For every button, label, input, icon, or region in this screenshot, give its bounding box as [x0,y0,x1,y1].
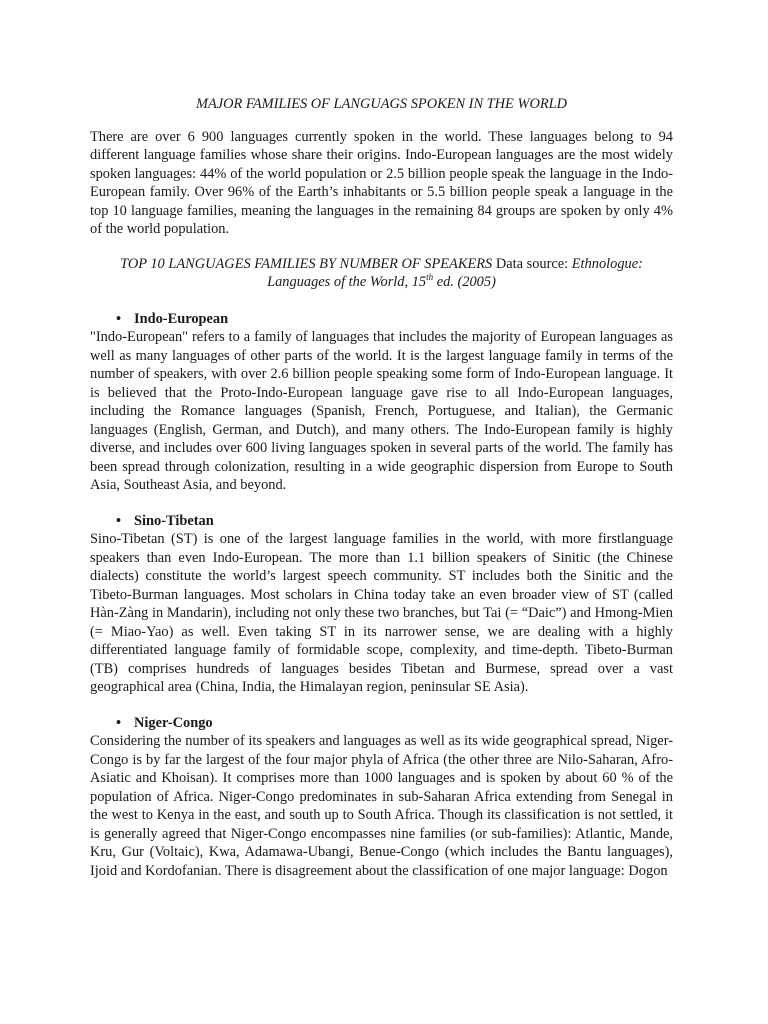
section-heading [90,512,673,531]
section-heading-text: Niger-Congo [134,714,213,731]
section-heading-text: Indo-European [134,310,229,327]
source-sup: th [426,272,434,283]
bullet-icon: • [116,310,122,327]
section-heading [90,310,673,329]
section-body: Considering the number of its speakers and languages as well as its wide geographical spread, Niger-Congo is by far the largest of the four major phyla of Africa (the other three are Nilo-Saharan, Afro-Asiatic and Khoisan). It comprises more than 1000 languages and is spoken by about 60 % of the population of Africa. Niger-Congo predominates in sub-Saharan Africa extending from Senegal in the west to Kenya in the east, and south up to South Africa. Though its classification is not settled, it is generally agreed that Niger-Congo encompasses nine families (or sub-families): Atlantic, Mande, Kru, Gur (Voltaic), Kwa, Adamawa-Ubangi, Benue-Congo (which includes the Bantu languages), Ijoid and Kordofanian. There is disagreement about the classification of one major language: Dogon [90,733,673,879]
document-title: MAJOR FAMILIES OF LANGUAGS SPOKEN IN THE WORLD [195,96,568,112]
section-indo-european [90,310,673,495]
section-heading-text: Sino-Tibetan [134,512,214,529]
section-body: Sino-Tibetan (ST) is one of the largest language families in the world, with more firstlanguage speakers than even Indo-European. The more than 1.1 billion speakers of Sinitic (the Chinese dialects) constitute the world’s largest speech community. ST includes both the Sinitic and the Tibeto-Burman languages. Most scholars in China today take an even broader view of ST (called Hàn-Zàng in Mandarin), including not only these two branches, but Tai (= “Daic”) and Hmong-Mien (= Miao-Yao) as well. Even taking ST in its narrower sense, we are dealing with a highly differentiated language family of formidable scope, complexity, and time-depth. Tibeto-Burman (TB) comprises hundreds of languages besides Tibetan and Burmese, spread over a vast geographical area (China, India, the Himalayan region, peninsular SE Asia). [90,531,673,695]
section-sino-tibetan [90,512,673,697]
subtitle-main: TOP 10 LANGUAGES FAMILIES BY NUMBER OF SPEAKERS [120,255,493,272]
bullet-icon: • [116,714,122,731]
section-body: "Indo-European" refers to a family of languages that includes the majority of European languages as well as many languages of other parts of the world. It is the largest language family in terms of the number of speakers, with over 2.6 billion people speaking some form of Indo-European language. It is believed that the Proto-Indo-European language gave rise to all Indo-European languages, including the Romance languages (Spanish, French, Portuguese, and Italian), the Germanic languages (English, German, and Dutch), and many others. The Indo-European family is highly diverse, and includes over 600 living languages spoken in several parts of the world. The family has been spread through colonization, resulting in a wide geographic dispersion from Europe to South Asia, Southeast Asia, and beyond. [90,329,673,493]
source-title-a: Ethnologue: Languages of the World, 15 [267,255,643,290]
source-label: Data source: [495,255,569,272]
document-page [90,95,673,897]
intro-paragraph: There are over 6 900 languages currently spoken in the world. These languages belong to 94 different language families whose share their origins. Indo-European languages are the most widely spoken languages: 44% of the world population or 2.5 billion people speak the language in the Indo-European family. Over 96% of the Earth’s inhabitants or 5.5 billion people speak a language in the top 10 language families, meaning the languages in the remaining 84 groups are spoken by only 4% of the world population. [90,128,673,237]
section-niger-congo [90,714,673,881]
section-heading [90,714,673,733]
section-subtitle [90,255,673,292]
source-title-b: ed. (2005) [436,274,496,290]
bullet-icon: • [116,512,122,529]
